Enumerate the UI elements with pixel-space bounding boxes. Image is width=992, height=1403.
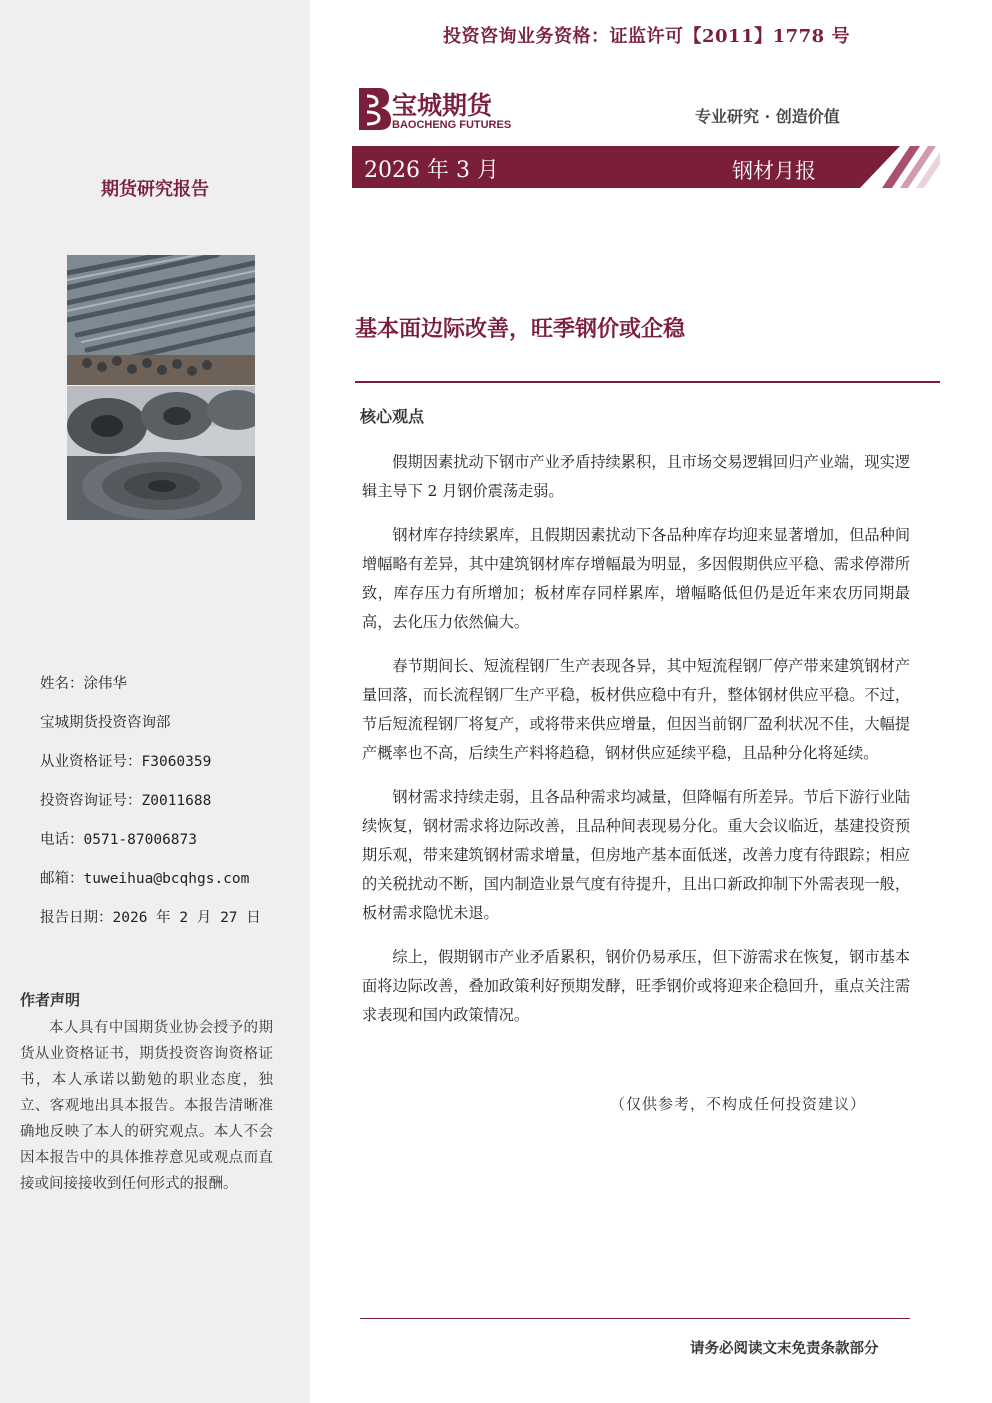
core-views-title: 核心观点 — [360, 407, 425, 426]
banner-report-type: 钢材月报 — [732, 159, 816, 183]
investment-disclaimer: （仅供参考，不构成任何投资建议） — [610, 1095, 867, 1113]
paragraph: 综上，假期钢市产业矛盾累积，钢价仍易承压，但下游需求在恢复，钢市基本面将边际改善，叠加政策利好预期发酵，旺季钢价或将迎来企稳回升，重点关注需求表现和国内政策情况。 — [362, 948, 910, 1024]
logo-english-name: BAOCHENG FUTURES — [392, 119, 512, 131]
report-date: 报告日期：2026 年 2 月 27 日 — [40, 910, 261, 926]
author-department: 宝城期货投资咨询部 — [40, 715, 171, 731]
footer-disclaimer-note: 请务必阅读文末免责条款部分 — [690, 1341, 879, 1357]
paragraph: 春节期间长、短流程钢厂生产表现各异，其中短流程钢厂停产带来建筑钢材产量回落，而长流程钢厂生产平稳，板材供应稳中有升，整体钢材供应平稳。不过，节后短流程钢厂将复产，或将带来供应增量，但因当前钢厂盈利状况不佳，大幅提产概率也不高，后续生产料将趋稳，钢材供应延续平稳，且品种分化将延续。 — [362, 657, 910, 762]
qualification-number: 从业资格证号：F3060359 — [40, 754, 212, 770]
report-headline: 基本面边际改善，旺季钢价或企稳 — [355, 317, 686, 342]
author-statement-title: 作者声明 — [20, 991, 81, 1009]
phone-number: 电话：0571-87006873 — [40, 832, 197, 848]
rebar-bundle-photo — [67, 255, 255, 385]
report-category-label: 期货研究报告 — [101, 179, 209, 200]
consulting-number: 投资咨询证号：Z0011688 — [40, 793, 212, 809]
core-views-body — [362, 448, 910, 1045]
paragraph: 假期因素扰动下钢市产业矛盾持续累积，且市场交易逻辑回归产业端，现实逻辑主导下 2 月钢价震荡走弱。 — [362, 453, 910, 500]
footer-divider — [360, 1318, 910, 1319]
headline-divider — [355, 381, 940, 383]
logo-chinese-name: 宝城期货 — [392, 91, 493, 120]
slogan: 专业研究 · 创造价值 — [695, 107, 840, 126]
paragraph: 钢材需求持续走弱，且各品种需求均减量，但降幅有所差异。节后下游行业陆续恢复，钢材需求将边际改善，且品种间表现易分化。重大会议临近，基建投资预期乐观，带来建筑钢材需求增量，但房地产基本面低迷，改善力度有待跟踪；相应的关税扰动不断，国内制造业景气度有待提升，且出口新政抑制下外需表现一般，板材需求隐忧未退。 — [362, 788, 910, 922]
paragraph: 钢材库存持续累库，且假期因素扰动下各品种库存均迎来显著增加，但品种间增幅略有差异，其中建筑钢材库存增幅最为明显，多因假期供应平稳、需求停滞所致，库存压力有所增加；板材库存同样累库，增幅略低但仍是近年来农历同期最高，去化压力依然偏大。 — [362, 526, 910, 631]
author-statement-body: 本人具有中国期货业协会授予的期货从业资格证书，期货投资咨询资格证书，本人承诺以勤勉的职业态度，独立、客观地出具本报告。本报告清晰准确地反映了本人的研究观点。本人不会因本报告中的具体推荐意见或观点而直接或间接接收到任何形式的报酬。 — [20, 1020, 273, 1192]
banner-date: 2026 年 3 月 — [364, 158, 499, 183]
email-address: 邮箱：tuweihua@bcqhgs.com — [40, 871, 250, 887]
steel-coil-photo — [67, 386, 255, 520]
author-name: 姓名：涂伟华 — [40, 676, 127, 692]
license-text: 投资咨询业务资格：证监许可【2011】1778 号 — [443, 26, 850, 47]
